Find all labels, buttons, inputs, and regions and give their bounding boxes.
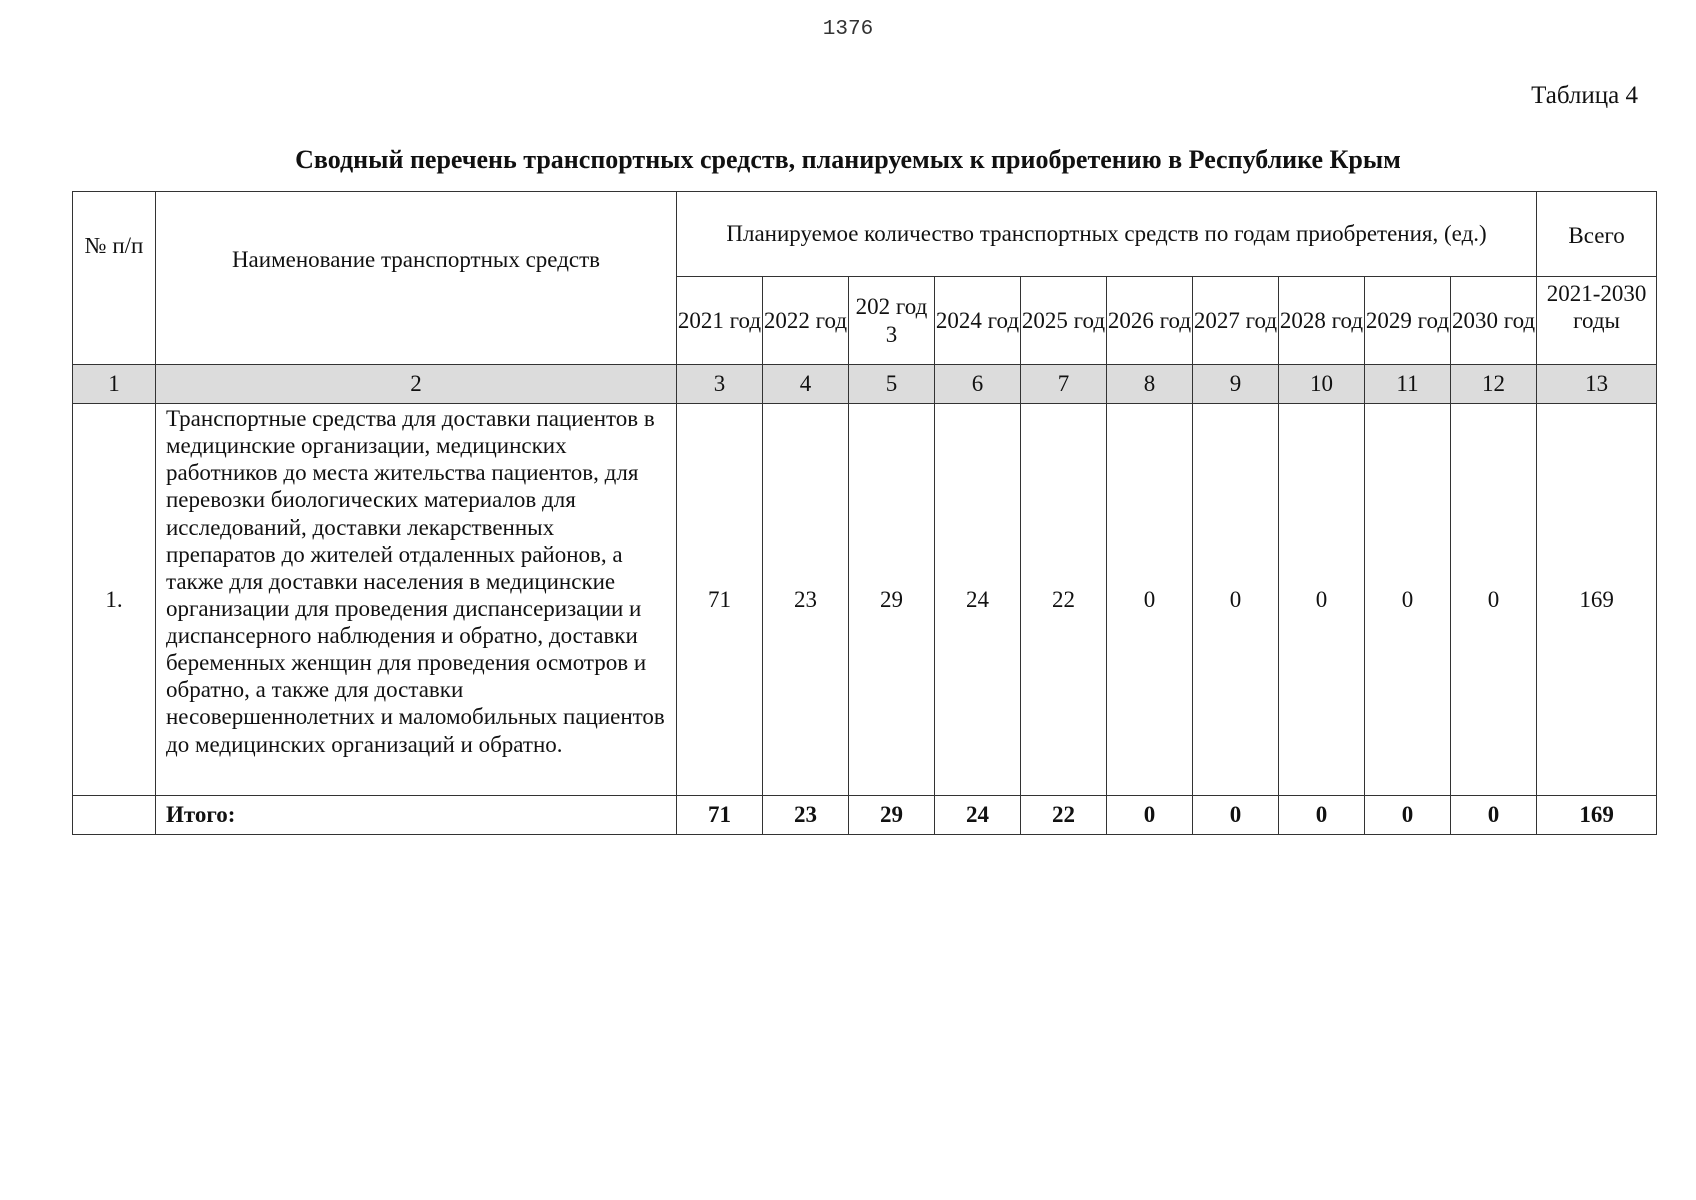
row-number: 1. <box>73 404 156 796</box>
document-title: Сводный перечень транспортных средств, планируемых к приобретению в Республике Крым <box>295 145 1401 174</box>
column-number: 10 <box>1279 365 1365 404</box>
header-year: 2027 год <box>1193 277 1279 365</box>
column-number: 2 <box>156 365 677 404</box>
summary-value: 0 <box>1365 796 1451 835</box>
row-value: 22 <box>1021 404 1107 796</box>
row-total: 169 <box>1537 404 1657 796</box>
row-value: 0 <box>1107 404 1193 796</box>
row-description: Транспортные средства для доставки пациентов в медицинские организации, медицинских работников до места жительства пациентов, для перевозки биологических материалов для исследований, доставки лекарственных препаратов до жителей отдаленных районов, а также для доставки населения в медицинские организации для проведения диспансеризации и диспансерного наблюдения и обратно, доставки беременных женщин для проведения осмотров и обратно, а также для доставки несовершеннолетних и маломобильных пациентов до медицинских организаций и обратно. <box>156 404 677 796</box>
header-year: 2028 год <box>1279 277 1365 365</box>
column-number: 1 <box>73 365 156 404</box>
header-year: 2026 год <box>1107 277 1193 365</box>
table-row <box>73 404 1657 796</box>
column-number: 5 <box>849 365 935 404</box>
header-year: 2029 год <box>1365 277 1451 365</box>
row-value: 0 <box>1365 404 1451 796</box>
row-value: 29 <box>849 404 935 796</box>
column-numbers-row <box>73 365 1657 404</box>
header-year: 2030 год <box>1451 277 1537 365</box>
row-value: 71 <box>677 404 763 796</box>
summary-value: 0 <box>1193 796 1279 835</box>
table-label: Таблица 4 <box>1531 82 1638 109</box>
row-value: 23 <box>763 404 849 796</box>
summary-value: 24 <box>935 796 1021 835</box>
header-name: Наименование транспортных средств <box>156 192 677 365</box>
page-number: 1376 <box>822 18 874 41</box>
row-value: 24 <box>935 404 1021 796</box>
header-year: 202 год 3 <box>849 277 935 365</box>
column-number: 12 <box>1451 365 1537 404</box>
column-number: 6 <box>935 365 1021 404</box>
column-number: 11 <box>1365 365 1451 404</box>
summary-value: 71 <box>677 796 763 835</box>
header-year: 2024 год <box>935 277 1021 365</box>
row-value: 0 <box>1451 404 1537 796</box>
column-number: 8 <box>1107 365 1193 404</box>
header-total: Всего <box>1537 192 1657 277</box>
summary-value: 0 <box>1451 796 1537 835</box>
column-number: 13 <box>1537 365 1657 404</box>
header-planned: Планируемое количество транспортных средств по годам приобретения, (ед.) <box>677 192 1537 277</box>
header-year: 2022 год <box>763 277 849 365</box>
summary-value: 0 <box>1107 796 1193 835</box>
header-year: 2021 год <box>677 277 763 365</box>
summary-value: 23 <box>763 796 849 835</box>
summary-empty-cell <box>73 796 156 835</box>
column-number: 4 <box>763 365 849 404</box>
summary-value: 0 <box>1279 796 1365 835</box>
column-number: 3 <box>677 365 763 404</box>
row-value: 0 <box>1193 404 1279 796</box>
summary-total: 169 <box>1537 796 1657 835</box>
summary-label: Итого: <box>156 796 677 835</box>
row-value: 0 <box>1279 404 1365 796</box>
vehicles-table <box>72 191 1657 835</box>
column-number: 9 <box>1193 365 1279 404</box>
summary-value: 22 <box>1021 796 1107 835</box>
summary-value: 29 <box>849 796 935 835</box>
header-total-range: 2021-2030 годы <box>1537 277 1657 365</box>
summary-row <box>73 796 1657 835</box>
header-year: 2025 год <box>1021 277 1107 365</box>
header-row-1 <box>73 192 1657 277</box>
header-no: № п/п <box>73 192 156 365</box>
column-number: 7 <box>1021 365 1107 404</box>
